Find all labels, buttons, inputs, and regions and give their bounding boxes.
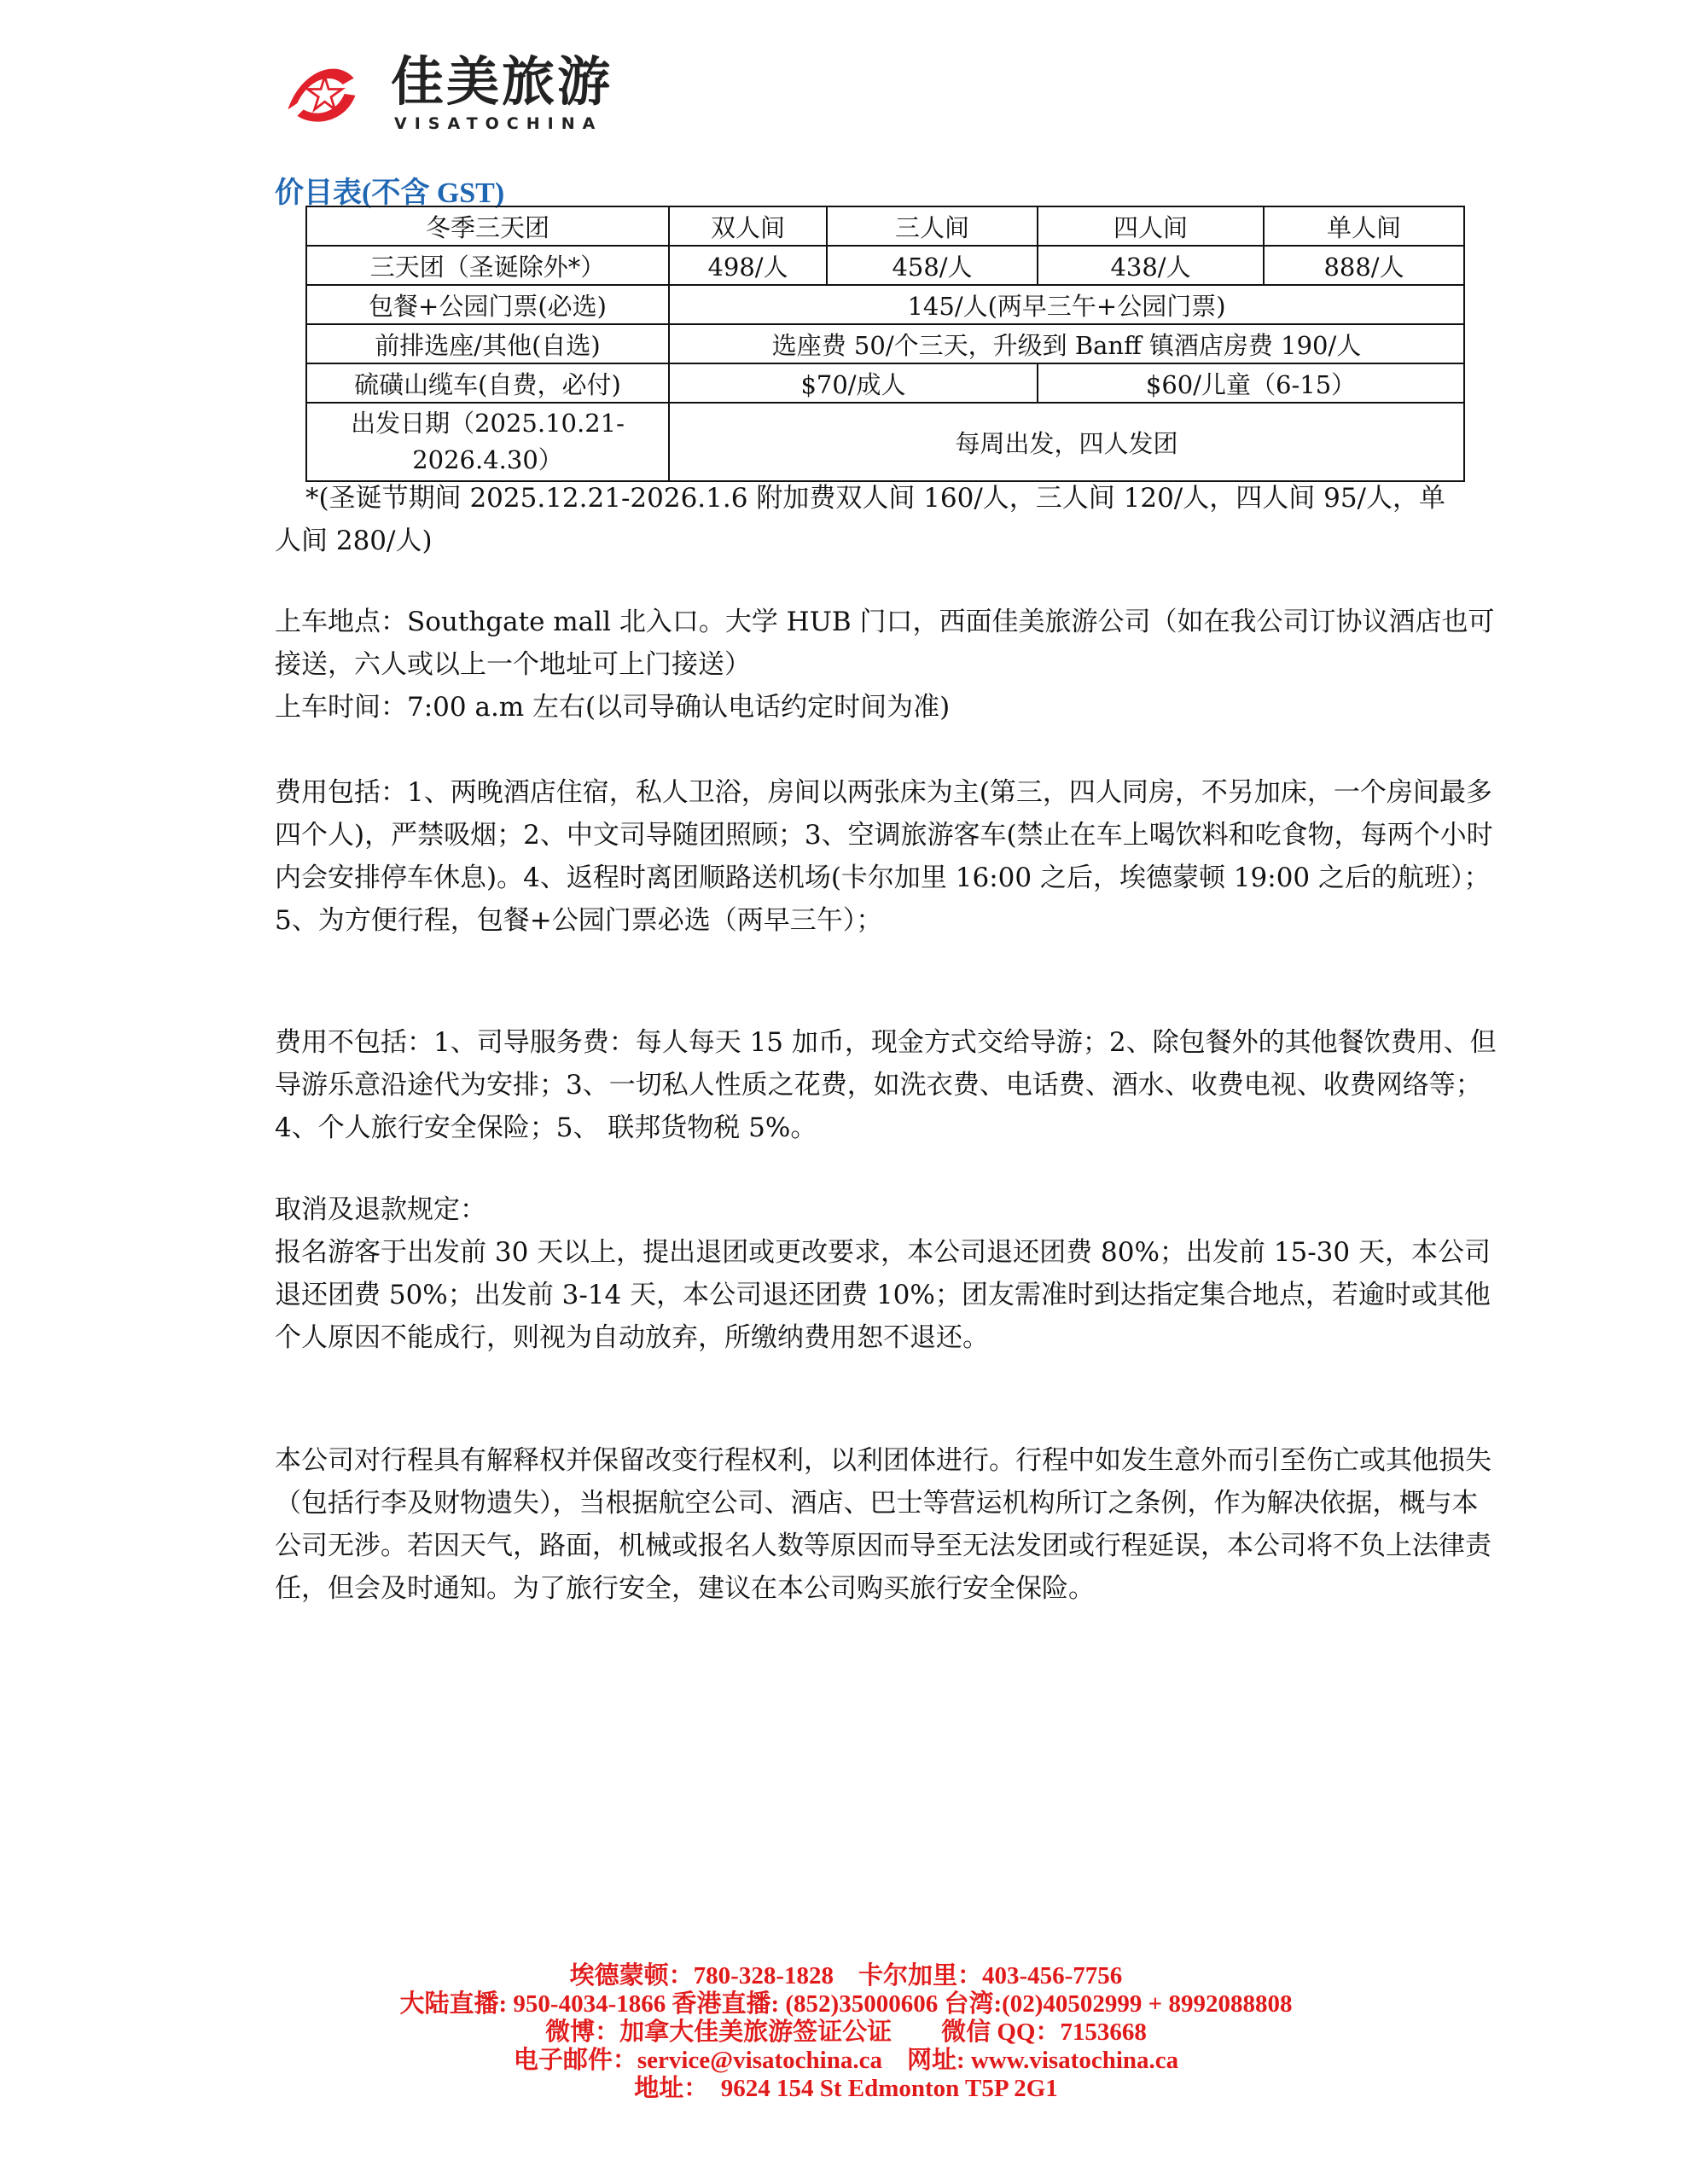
cancellation-body: 报名游客于出发前 30 天以上，提出退团或更改要求，本公司退还团费 80%；出发前 15-30 天，本公司退还团费 50%；出发前 3-14 天，本公司退还团费 10%；团友需准时到达指定集合地点，若逾时或其他个人原因不能成行，则视为自动放弃，所缴纳费用恕不退还。	[275, 1237, 1491, 1353]
three-day-double-cell: 498/人	[669, 246, 827, 285]
table-row-seat	[306, 324, 1464, 363]
seat-value-cell: 选座费 50/个三天，升级到 Banff 镇酒店房费 190/人	[669, 324, 1464, 363]
three-day-triple-cell: 458/人	[827, 246, 1038, 285]
header-quad-cell: 四人间	[1038, 206, 1264, 246]
table-row-header	[306, 206, 1464, 246]
pickup-time: 上车时间：7:00 a.m 左右(以司导确认电话约定时间为准)	[275, 692, 951, 723]
header-label-cell: 冬季三天团	[306, 206, 669, 246]
seat-label-cell: 前排选座/其他(自选)	[306, 324, 669, 363]
three-day-single-cell: 888/人	[1264, 246, 1464, 285]
cancellation-title: 取消及退款规定：	[275, 1194, 486, 1225]
departure-value-cell: 每周出发，四人发团	[669, 403, 1464, 481]
gondola-child-cell: $60/儿童（6-15）	[1038, 363, 1464, 403]
price-table-title: 价目表(不含 GST)	[275, 177, 505, 209]
logo-name-cn: 佳美旅游	[391, 50, 613, 113]
logo-name-en: VISATOCHINA	[394, 114, 603, 133]
footer-email-web: 电子邮件：service@visatochina.ca 网址: www.visatochina.ca	[513, 2047, 1179, 2074]
table-row-gondola	[306, 363, 1464, 403]
header-single-cell: 单人间	[1264, 206, 1464, 246]
three-day-quad-cell: 438/人	[1038, 246, 1264, 285]
pickup-location: 上车地点：Southgate mall 北入口。大学 HUB 门口，西面佳美旅游公司（如在我公司订协议酒店也可接送，六人或以上一个地址可上门接送）	[275, 607, 1495, 680]
gondola-label-cell: 硫磺山缆车(自费，必付)	[306, 363, 669, 403]
table-row-meals	[306, 285, 1464, 324]
three-day-label-cell: 三天团（圣诞除外*）	[306, 246, 669, 285]
price-table	[305, 206, 1465, 482]
disclaimer: 本公司对行程具有解释权并保留改变行程权利，以利团体进行。行程中如发生意外而引至伤亡或其他损失（包括行李及财物遗失），当根据航空公司、酒店、巴士等营运机构所订之条例，作为解决依据，概与本公司无涉。若因天气，路面，机械或报名人数等原因而导至无法发团或行程延误，本公司将不负上法律责任，但会及时通知。为了旅行安全，建议在本公司购买旅行安全保险。	[275, 1445, 1491, 1604]
footer-phones: 埃德蒙顿：780-328-1828 卡尔加里：403-456-7756	[569, 1962, 1123, 1989]
company-logo	[282, 51, 657, 136]
footer-address: 地址： 9624 154 St Edmonton T5P 2G1	[634, 2075, 1058, 2102]
christmas-surcharge-note: *(圣诞节期间 2025.12.21-2026.1.6 附加费双人间 160/人，三人间 120/人，四人间 95/人，单人间 280/人)	[275, 483, 1445, 556]
header-double-cell: 双人间	[669, 206, 827, 246]
star-logo-icon	[282, 55, 360, 133]
footer-social: 微博：加拿大佳美旅游签证公证 微信 QQ：7153668	[545, 2018, 1147, 2046]
meals-label-cell: 包餐+公园门票(必选)	[306, 285, 669, 324]
footer-hotlines: 大陆直播: 950-4034-1866 香港直播: (852)35000606 台湾:(02)40502999 + 8992088808	[399, 1990, 1293, 2018]
table-row-three-day	[306, 246, 1464, 285]
meals-value-cell: 145/人(两早三午+公园门票)	[669, 285, 1464, 324]
gondola-adult-cell: $70/成人	[669, 363, 1038, 403]
fee-excluded: 费用不包括：1、司导服务费：每人每天 15 加币，现金方式交给导游；2、除包餐外的其他餐饮费用、但导游乐意沿途代为安排；3、一切私人性质之花费，如洗衣费、电话费、酒水、收费电视、收费网络等；4、个人旅行安全保险；5、 联邦货物税 5%。	[275, 1027, 1497, 1143]
table-row-departure	[306, 403, 1464, 481]
departure-label-cell: 出发日期（2025.10.21-2026.4.30）	[306, 403, 669, 481]
header-triple-cell: 三人间	[827, 206, 1038, 246]
fee-included: 费用包括：1、两晚酒店住宿，私人卫浴，房间以两张床为主(第三，四人同房，不另加床，一个房间最多四个人)，严禁吸烟；2、中文司导随团照顾；3、空调旅游客车(禁止在车上喝饮料和吃食物，每两个小时内会安排停车休息)。4、返程时离团顺路送机场(卡尔加里 16:00 之后，埃德蒙顿 19:00 之后的航班）；5、为方便行程，包餐+公园门票必选（两早三午）；	[275, 777, 1493, 936]
footer-contact	[0, 1962, 1692, 2103]
